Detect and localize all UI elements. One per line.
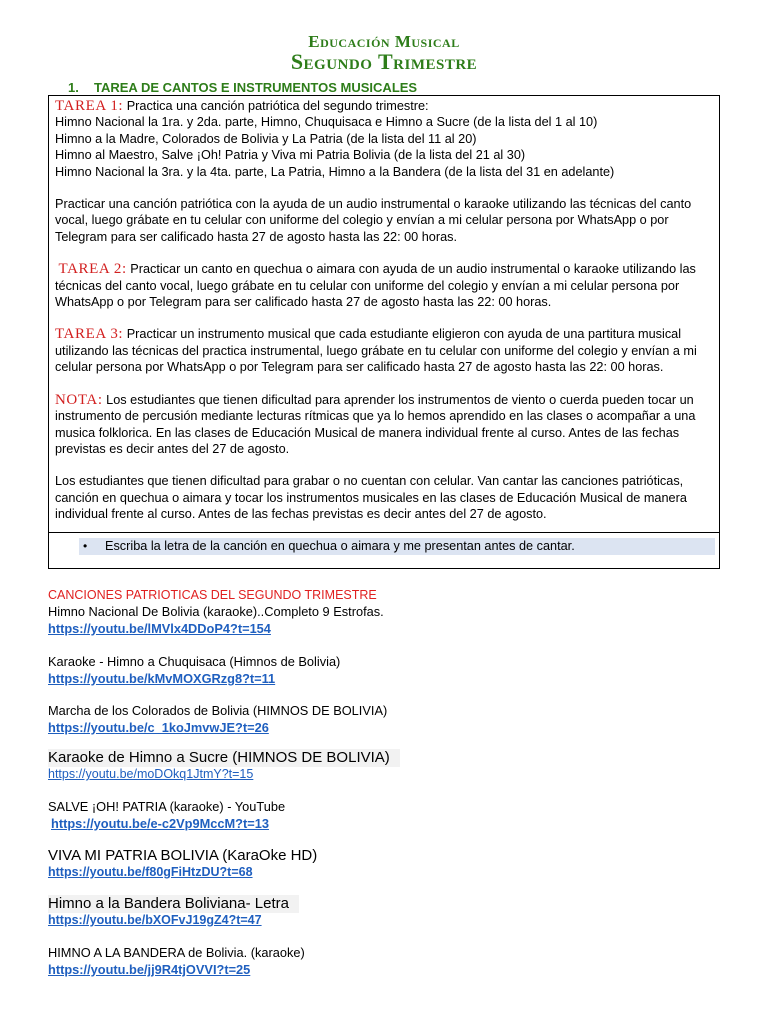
section-heading	[68, 80, 417, 95]
tarea-2-block	[55, 261, 713, 310]
song-item	[48, 798, 285, 832]
nota-paragraph-2: Los estudiantes que tienen dificultad para grabar o no cuentan con celular. Van cantar las canciones patrióticas, canción en quechua o aimara y tocar los instrumentos musicales en las clases de Educación Musical de manera individual frente al curso. Antes de las fechas previstas es decir antes del 27 de agosto.	[55, 474, 687, 522]
tarea-3-tag: TAREA 3:	[55, 326, 124, 343]
tarea-1-block	[55, 98, 713, 180]
song-title: Karaoke de Himno a Sucre (HIMNOS DE BOLIVIA)	[48, 749, 400, 767]
tarea-3-block	[55, 326, 713, 375]
song-link[interactable]: https://youtu.be/bXOFvJ19gZ4?t=47	[48, 913, 262, 927]
song-link[interactable]: https://youtu.be/jj9R4tjOVVI?t=25	[48, 962, 251, 977]
song-link[interactable]: https://youtu.be/c_1koJmvwJE?t=26	[48, 720, 269, 735]
bullet-item	[79, 538, 715, 555]
section-number: 1.	[68, 80, 79, 95]
nota-text: Los estudiantes que tienen dificultad para aprender los instrumentos de viento o cuerda pueden tocar un instrumento de percusión mediante lecturas rítmicas que ya lo hemos aprendido en las clases o acompañar a una musica folklorica. En las clases de Educación Musical de manera individual frente al curso. Antes de las fechas previstas es decir antes del 27 de agosto.	[55, 392, 696, 456]
song-item	[48, 749, 400, 782]
song-link[interactable]: https://youtu.be/kMvMOXGRzg8?t=11	[48, 671, 276, 686]
song-item	[48, 653, 340, 687]
tarea-1-tag: TAREA 1:	[55, 98, 124, 114]
song-item	[48, 895, 299, 928]
bullet-text: Escriba la letra de la canción en quechua o aimara y me presentan antes de cantar.	[105, 539, 575, 553]
songs-heading: CANCIONES PATRIOTICAS DEL SEGUNDO TRIMESTRE	[48, 588, 377, 602]
document-title: Educación Musical	[308, 32, 460, 51]
nota-block	[55, 392, 713, 458]
song-title: SALVE ¡OH! PATRIA (karaoke) - YouTube	[48, 799, 286, 814]
song-title: HIMNO A LA BANDERA de Bolivia. (karaoke)	[48, 945, 305, 960]
tarea-3-text: Practicar un instrumento musical que cada estudiante eligieron con ayuda de una partitura musical utilizando las técnicas del practica instrumental, luego grábate en tu celular con uniforme del colegio y envían a mi celular persona por WhatsApp o por Telegram para ser calificado hasta 27 de agosto hasta las 22: 00 horas.	[55, 327, 697, 375]
song-link[interactable]: https://youtu.be/lMVlx4DDoP4?t=154	[48, 621, 271, 636]
tarea-1-line: Himno a la Madre, Colorados de Bolivia y La Patria (de la lista del 11 al 20)	[55, 131, 477, 146]
tarea-1-line: Himno Nacional la 1ra. y 2da. parte, Himno, Chuquisaca e Himno a Sucre (de la lista del 1 al 10)	[55, 115, 598, 130]
song-title: Himno Nacional De Bolivia (karaoke)..Completo 9 Estrofas.	[48, 604, 384, 619]
song-item	[48, 702, 387, 736]
box-divider	[49, 532, 719, 533]
tarea-2-text: Practicar un canto en quechua o aimara con ayuda de un audio instrumental o karaoke utilizando las técnicas del canto vocal, luego grábate en tu celular con uniforme del colegio y envían a mi celular persona por WhatsApp o por Telegram para ser calificado hasta 27 de agosto hasta las 22: 00 horas.	[55, 262, 696, 310]
song-title: Marcha de los Colorados de Bolivia (HIMNOS DE BOLIVIA)	[48, 703, 388, 718]
song-title: Karaoke - Himno a Chuquisaca (Himnos de Bolivia)	[48, 654, 341, 669]
tarea-2-tag: TAREA 2:	[58, 261, 127, 278]
song-item	[48, 944, 305, 978]
tarea-1-line: Himno al Maestro, Salve ¡Oh! Patria y Viva mi Patria Bolivia (de la lista del 21 al 30)	[55, 148, 526, 163]
task-box	[48, 95, 720, 569]
song-title: VIVA MI PATRIA BOLIVIA (KaraOke HD)	[48, 847, 318, 864]
song-link[interactable]: https://youtu.be/f80gFiHtzDU?t=68	[48, 865, 253, 879]
song-item	[48, 847, 317, 880]
song-title: Himno a la Bandera Boliviana- Letra	[48, 895, 299, 913]
bullet-icon: •	[83, 539, 88, 553]
section-title: TAREA DE CANTOS E INSTRUMENTOS MUSICALES	[94, 80, 418, 95]
tarea-1-paragraph: Practicar una canción patriótica con la ayuda de un audio instrumental o karaoke utilizando las técnicas del canto vocal, luego grábate en tu celular con uniforme del colegio y envían a mi celular persona por WhatsApp o por Telegram para ser calificado hasta 27 de agosto hasta las 22: 00 horas.	[55, 197, 692, 244]
song-link[interactable]: https://youtu.be/moDOkq1JtmY?t=15	[48, 767, 254, 781]
song-item	[48, 603, 384, 637]
tarea-1-line: Himno Nacional la 3ra. y la 4ta. parte, La Patria, Himno a la Bandera (de la lista del 31 en adelante)	[55, 164, 615, 179]
nota-tag: NOTA:	[55, 391, 103, 408]
song-link[interactable]: https://youtu.be/e-c2Vp9MccM?t=13	[51, 816, 269, 831]
tarea-1-intro: Practica una canción patriótica del segundo trimestre:	[126, 99, 429, 113]
document-subtitle: Segundo Trimestre	[290, 49, 478, 74]
